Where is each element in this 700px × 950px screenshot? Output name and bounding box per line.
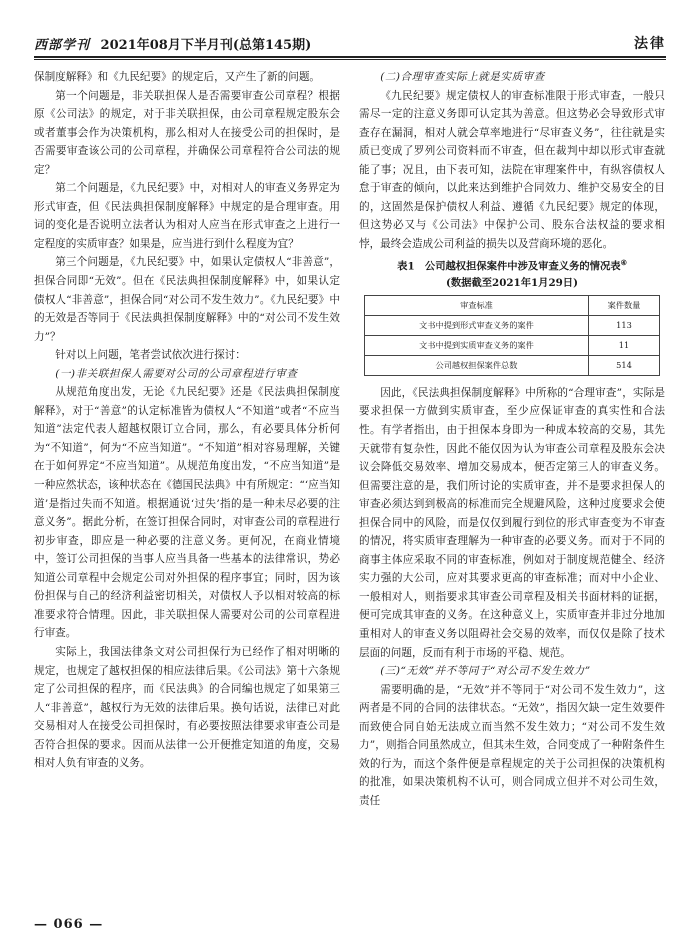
table-title: 表1 公司越权担保案件中涉及审查义务的情况表④ (数据截至2021年1月29日) xyxy=(397,258,627,289)
section-subheading: (一)非关联担保人需要对公司的公司章程进行审查 xyxy=(55,367,298,380)
body-paragraph: 因此，《民法典担保制度解释》中所称的“合理审查”，实际是要求担保一方做到实质审查，至少应保证审查的真实性和合法性。有学者指出，由于担保本身即为一种成本较高的交易，其先天就带有复杂性，因此不能仅因为认为审查公司章程及股东会决议会降低交易效率、增加交易成本，便否定第三人的审查义务。但需要注意的是，我们所讨论的实质审查，并不是要求担保人的审查必须达到到极高的标准而完全规避风险，这种过度要求会使担保合同中的风险，而是仅仅到履行到位的形式审查变为不审查的情况，将实质审查理解为一种审查的必要义务。而对于不同的商事主体应采取不同的审查标准，例如对于制度规范健全、经济实力强的大公司，应对其要求更高的审查标准；而对中小企业、一般相对人，则指要求其审查公司章程及相关书面材料的证据，便可完成其审查的义务。在这种意义上，实质审查并非过分地加重相对人的审查义务以阻碍社会交易的效率，而仅仅是除了技术层面的问题，反而有利于市场的平稳、规范。 xyxy=(359,386,665,659)
section-subheading: (三)“无效”并不等同于“对公司不发生效力” xyxy=(380,665,591,678)
table-row xyxy=(365,355,660,375)
body-paragraph: 针对以上问题，笔者尝试依次进行探讨： xyxy=(55,349,246,362)
right-column xyxy=(359,68,665,810)
body-paragraph: 从规范角度出发，无论《九民纪要》还是《民法典担保制度解释》，对于“善意”的认定标准皆为债权人“不知道”或者“不应当知道”法定代表人超越权限订立合同，那么，有必要具体分析何为“不知道”，何为“不应当知道”。“不知道”相对容易理解，关键在于如何界定“不应当知道”。从规范角度出发，“不应当知道”是一种应然状态，该种状态在《德国民法典》中有所规定：“‘应当知道’是指过失而不知道。根据通说‘过失’指的是一种未尽必要的注意义务”。据此分析，在签订担保合同时，对审查公司的章程进行初步审查，即应是一种必要的注意义务。更何况，在商业情境中，签订公司担保的当事人应当具备一些基本的法律常识，势必知道公司章程中会规定公司对外担保的程序事宜；同时，因为该份担保与自己的经济利益密切相关，对债权人予以相对较高的标准要求符合情理。因此，非关联担保人需要对公司的公司章程进行审查。 xyxy=(34,386,340,640)
right-column-top xyxy=(359,68,665,253)
table-cell: 113 xyxy=(589,315,660,335)
table-header-cell: 案件数量 xyxy=(589,295,660,315)
page-header xyxy=(34,27,666,53)
table-header-row xyxy=(365,295,660,315)
right-column-bottom xyxy=(359,384,665,811)
section-name: 法律 xyxy=(634,36,666,52)
data-table-block xyxy=(359,255,665,375)
journal-logo: 西部学刊 xyxy=(34,38,91,53)
table-row xyxy=(365,335,660,355)
body-paragraph: 第一个问题是，非关联担保人是否需要审查公司章程？根据原《公司法》的规定，对于非关联担保，由公司章程规定股东会或者董事会作为决策机构，那么相对人在接受公司的担保时，是否需要审查该公司的公司章程，并确保公司章程符合公司法的规定？ xyxy=(34,89,340,176)
table-cell: 文书中提到形式审查义务的案件 xyxy=(365,315,589,335)
body-paragraph: 《九民纪要》规定债权人的审查标准限于形式审查，一般只需尽一定的注意义务即可认定其为善意。但这势必会导致形式审查存在漏洞，相对人就会草率地进行“尽审查义务”，往往就是实质已变成了罗列公司资料而不审查，但在裁判中却以形式审查就能了事；况且，由下表可知，法院在审理案件中，有纵容债权人怠于审查的倾向，以此来达到维护合同效力、维护交易安全的目的，这固然是保护债权人利益、遵循《九民纪要》规定的体现，但这势必又与《公司法》中保护公司、股东合法权益的要求相悖，最终会造成公司利益的损失以及营商环境的恶化。 xyxy=(359,89,665,250)
body-paragraph: 第二个问题是，《九民纪要》中，对相对人的审查义务界定为形式审查，但《民法典担保制度解释》中规定的是合理审查。用词的变化是否说明立法者认为相对人应当在形式审查之上进行一定程度的实质审查？如果是，应当进行到什么程度为宜？ xyxy=(34,182,340,250)
issue-info: 2021年08月下半月刊(总第145期) xyxy=(100,38,312,53)
header-rule-thin xyxy=(34,59,666,60)
case-table xyxy=(364,295,660,376)
body-paragraph: 实际上，我国法律条文对公司担保行为已经作了相对明晰的规定，也规定了越权担保的相应法律后果。《公司法》第十六条规定了公司担保的程序，而《民法典》的合同编也规定了如果第三人“非善意”，越权行为无效的法律后果。换句话说，法律已对此交易相对人在接受公司担保时，有必要按照法律要求审查公司是否符合担保的要求。因而从法律一公开便推定知道的角度，交易相对人负有审查的义务。 xyxy=(34,645,340,770)
table-cell: 11 xyxy=(589,335,660,355)
left-column xyxy=(34,68,340,773)
page-number: — 066 — xyxy=(34,917,104,932)
table-cell: 514 xyxy=(589,355,660,375)
table-row xyxy=(365,315,660,335)
body-paragraph: 需要明确的是，“无效”并不等同于“对公司不发生效力”，这两者是不同的合同的法律状态。“无效”，指因欠缺一定生效要件而致使合同自始无法成立而当然不发生效力；“对公司不发生效力”，则指合同虽然成立，但其未生效，合同变成了一种附条件生效的行为，而这个条件便是章程规定的关于公司担保的决策机构的批准，如果决策机构不认可，则合同成立但并不对公司生效，责任 xyxy=(359,683,665,807)
journal-info xyxy=(34,34,311,53)
header-rule xyxy=(34,56,666,58)
table-header-cell: 审查标准 xyxy=(365,295,589,315)
body-paragraph: 保制度解释》和《九民纪要》的规定后，又产生了新的问题。 xyxy=(34,71,321,83)
table-cell: 公司越权担保案件总数 xyxy=(365,355,589,375)
table-cell: 文书中提到实质审查义务的案件 xyxy=(365,335,589,355)
body-paragraph: 第三个问题是，《九民纪要》中，如果认定债权人“非善意”，担保合同即“无效”。但在《民法典担保制度解释》中，如果认定债权人“非善意”，担保合同“对公司不发生效力”。《九民纪要》中的无效是否等同于《民法典担保制度解释》中的“对公司不发生效力”？ xyxy=(34,256,340,343)
section-subheading: (二)合理审查实际上就是实质审查 xyxy=(380,71,545,83)
